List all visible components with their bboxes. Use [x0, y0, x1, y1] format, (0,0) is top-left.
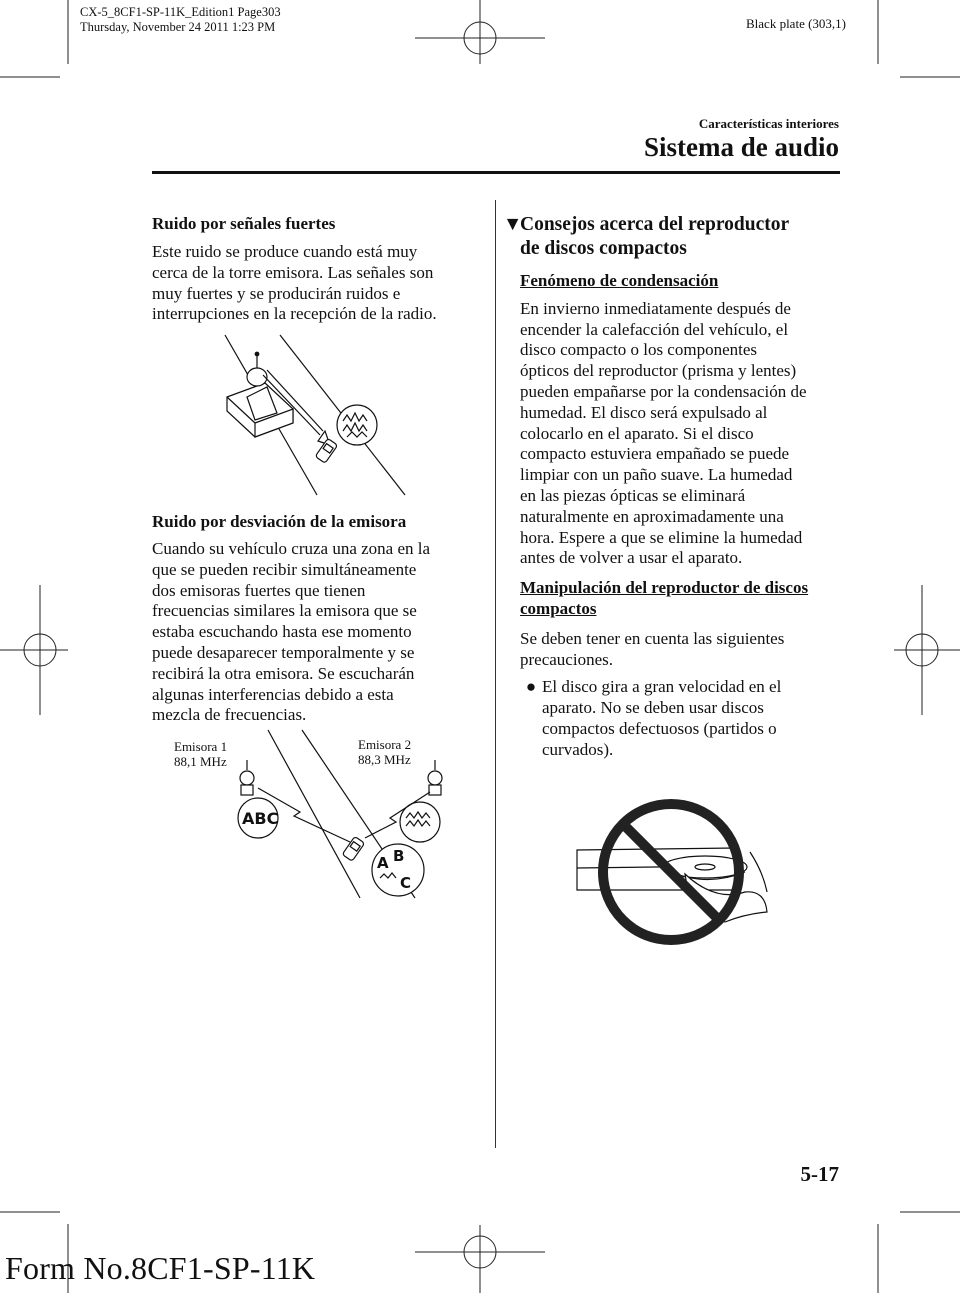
left-column [152, 213, 487, 325]
body-line: encender la calefacción del vehículo, el [520, 319, 789, 339]
body-line: disco compacto o los componentes [520, 340, 758, 360]
body-line: en las piezas ópticas se eliminará [520, 485, 746, 505]
body-line: ópticos del reproductor (prisma y lentes) [520, 361, 797, 381]
proof-slug-line1: CX-5_8CF1-SP-11K_Edition1 Page303 [80, 5, 281, 19]
body-line: Se deben tener en cuenta las siguientes [520, 628, 785, 648]
header-rule [152, 171, 840, 174]
down-triangle-icon: ▼ [503, 214, 523, 235]
station2-name: Emisora 2 [358, 737, 412, 752]
body-line: El disco gira a gran velocidad en el [542, 677, 782, 697]
bullet-item [520, 677, 850, 760]
body-line: compactos defectuosos (partidos o [542, 718, 777, 738]
strong-signal-illustration [215, 335, 415, 500]
column-divider [495, 200, 496, 1148]
body-line: mezcla de frecuencias. [152, 705, 307, 725]
body-line: antes de volver a usar el aparato. [520, 548, 743, 568]
body-line: humedad. El disco será expulsado al [520, 402, 768, 422]
condensation-heading: Fenómeno de condensación [520, 271, 719, 290]
form-number-footer: Form No.8CF1-SP-11K [5, 1250, 316, 1286]
svg-text:A: A [377, 854, 389, 872]
body-line: naturalmente en aproximadamente una [520, 506, 784, 526]
body-line: puede desaparecer temporalmente y se [152, 642, 415, 662]
body-line: colocarlo en el aparato. Si el disco [520, 423, 754, 443]
station1-label [174, 740, 227, 769]
body-line: aparato. No se deben usar discos [542, 698, 764, 718]
body-line: En invierno inmediatamente después de [520, 298, 791, 318]
body-line: muy fuertes y se producirán ruidos e [152, 283, 401, 303]
body-line: hora. Espere a que se elimine la humedad [520, 527, 803, 547]
body-line: que se pueden recibir simultáneamente [152, 559, 417, 579]
tips-heading-line2: de discos compactos [520, 238, 687, 259]
left-column-lower [152, 511, 487, 726]
tips-heading-line1: Consejos acerca del reproductor [520, 214, 790, 235]
strong-signal-heading: Ruido por señales fuertes [152, 214, 336, 233]
body-line: Este ruido se produce cuando está muy [152, 242, 418, 261]
body-line: algunas interferencias debido a esta [152, 684, 394, 704]
drift-heading: Ruido por desviación de la emisora [152, 512, 407, 531]
station-drift-illustration [230, 730, 460, 900]
station2-frequency: 88,3 MHz [358, 751, 411, 767]
body-line: compacto estuviera empañado se puede [520, 444, 790, 464]
body-line: estaba escuchando hasta ese momento [152, 622, 412, 642]
body-line: curvados). [542, 739, 614, 759]
body-line: interrupciones en la recepción de la radio. [152, 304, 437, 324]
handling-heading-line1: Manipulación del reproductor de discos [520, 578, 809, 598]
station1-frequency: 88,1 MHz [174, 753, 227, 769]
body-line: Cuando su vehículo cruza una zona en la [152, 539, 431, 558]
bullet-dot-icon: ● [525, 677, 537, 697]
plate-label: Black plate (303,1) [746, 16, 846, 31]
body-line: recibirá la otra emisora. Se escucharán [152, 663, 415, 683]
right-column-body [520, 271, 850, 761]
section-title: Sistema de audio [643, 132, 839, 162]
handling-heading-line2: compactos [520, 598, 597, 618]
body-line: precauciones. [520, 649, 613, 669]
body-line: dos emisoras fuertes que tienen [152, 580, 366, 600]
proof-slug [80, 5, 281, 35]
proof-slug-line2: Thursday, November 24 2011 1:23 PM [80, 20, 276, 34]
station1-name: Emisora 1 [174, 739, 228, 754]
chapter-title: Características interiores [698, 116, 839, 131]
svg-text:B: B [393, 847, 405, 865]
page-number: 5-17 [800, 1162, 839, 1186]
body-line: cerca de la torre emisora. Las señales son [152, 262, 434, 282]
right-column [503, 213, 848, 261]
body-line: pueden empañarse por la condensación de [520, 381, 807, 401]
svg-text:ABC: ABC [242, 809, 279, 828]
no-damaged-disc-illustration [575, 792, 775, 952]
body-line: frecuencias similares la emisora que se [152, 601, 417, 621]
body-line: limpiar con un paño suave. La humedad [520, 465, 793, 485]
svg-text:C: C [400, 874, 412, 892]
